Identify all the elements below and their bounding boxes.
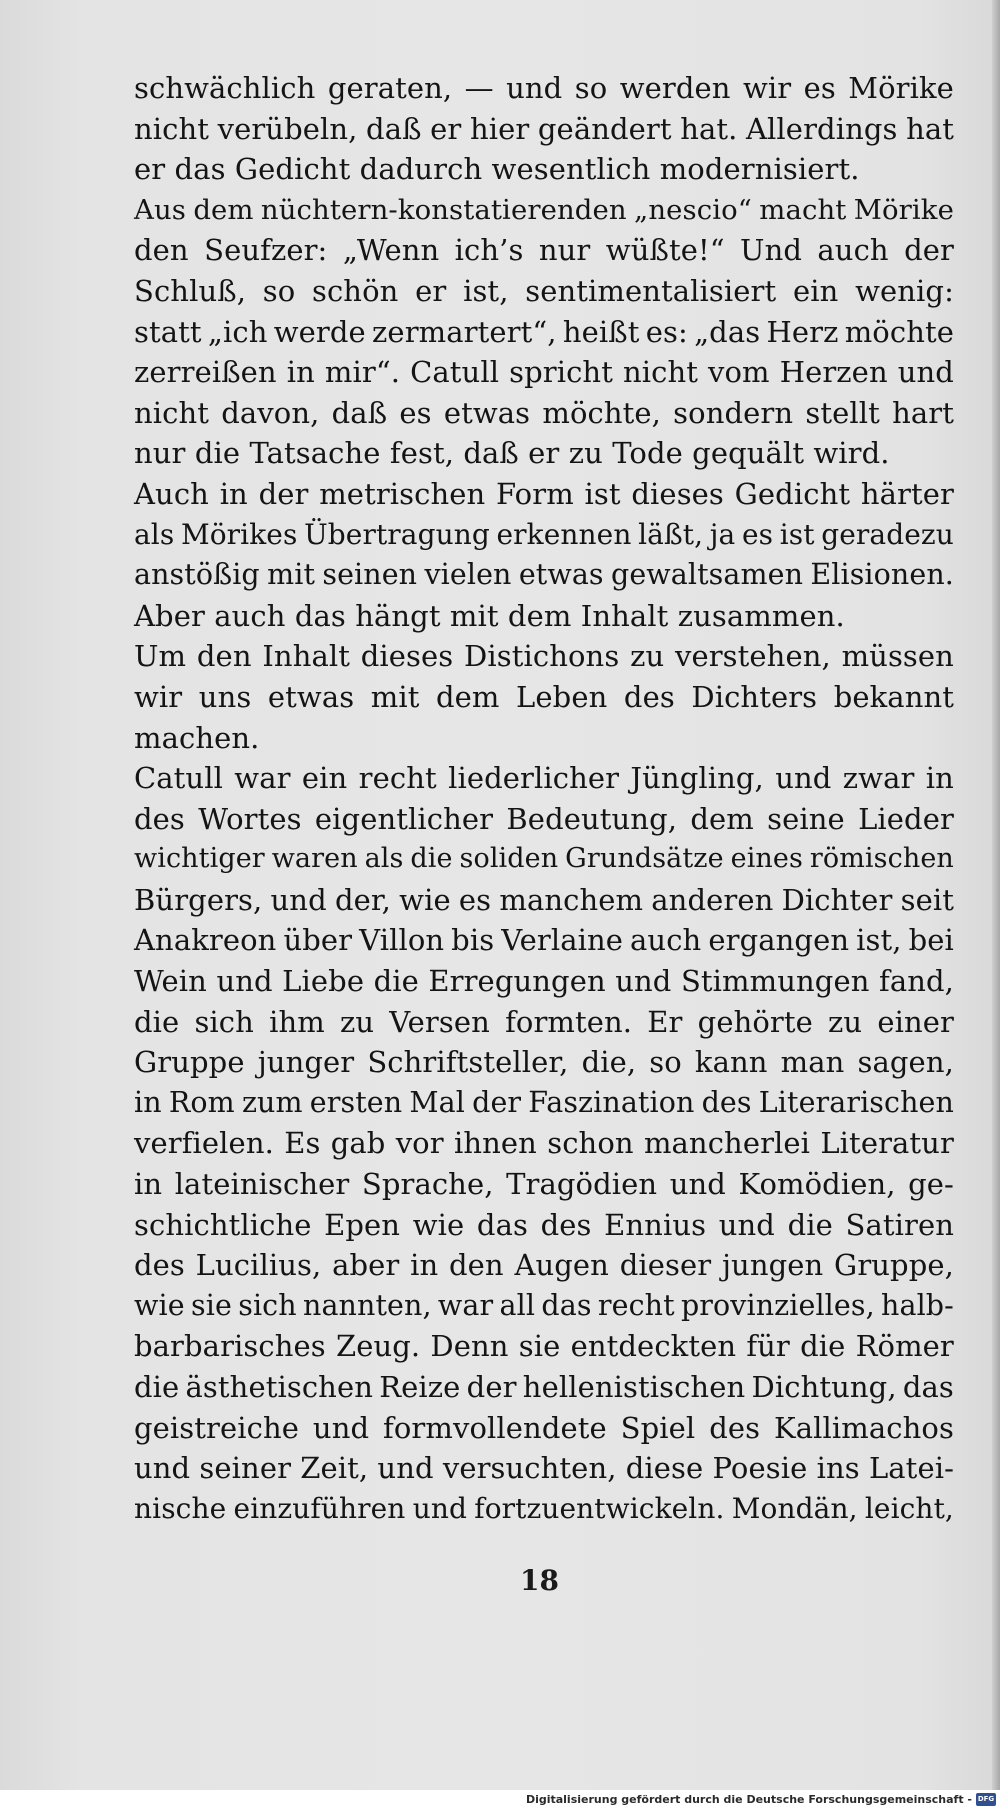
text-line: Bürgers, und der, wie es manchem anderen Dichter seit [134,882,954,917]
text-line: Catull war ein recht liederlicher Jüngling, und zwar in [134,761,954,796]
text-line: Auch in der metrischen Form ist dieses Gedicht härter [134,476,954,511]
digitization-footer [0,1790,1000,1808]
text-line: nur die Tatsache fest, daß er zu Tode gequält wird. [134,436,890,471]
text-line: schwächlich geraten, — und so werden wir es Mörike [134,71,954,105]
text-line: Gruppe junger Schriftsteller, die, so kann man sagen, [134,1045,954,1080]
text-line: verfielen. Es gab vor ihnen schon mancherlei Literatur [134,1126,954,1161]
text-line: des Wortes eigentlicher Bedeutung, dem seine Lieder [134,801,954,836]
text-line: Wein und Liebe die Erregungen und Stimmungen fand, [134,964,954,999]
funding-notice: Digitalisierung gefördert durch die Deutsche Forschungsgemeinschaft - [525,1793,972,1806]
text-line: Aber auch das hängt mit dem Inhalt zusammen. [134,598,845,633]
text-line: wichtiger waren als die soliden Grundsätze eines römischen [134,843,954,875]
text-line: in Rom zum ersten Mal der Faszination des Literarischen [134,1085,954,1119]
page-number: 18 [520,1564,559,1597]
text-line: nische einzuführen und fortzuentwickeln. Mondän, leicht, [134,1491,954,1525]
text-line: zerreißen in mir“. Catull spricht nicht vom Herzen und [134,355,954,390]
body-text [134,68,954,1529]
text-line: nicht davon, daß es etwas möchte, sondern stellt hart [134,395,954,430]
text-line: Schluß, so schön er ist, sentimentalisiert ein wenig: [134,273,954,308]
text-line: des Lucilius, aber in den Augen dieser jungen Gruppe, [134,1248,954,1283]
text-line: und seiner Zeit, und versuchten, diese Poesie ins Latei- [134,1451,954,1486]
text-line: in lateinischer Sprache, Tragödien und Komödien, ge- [134,1167,954,1202]
text-line: wir uns etwas mit dem Leben des Dichters bekannt [134,679,954,714]
text-line: den Seufzer: „Wenn ich’s nur wüßte!“ Und auch der [134,233,954,268]
text-line: er das Gedicht dadurch wesentlich modernisiert. [134,152,860,187]
text-line: die sich ihm zu Versen formten. Er gehörte zu einer [134,1004,954,1039]
text-line: Aus dem nüchtern-konstatierenden „nescio“ macht Mörike [134,193,954,226]
text-line: schichtliche Epen wie das des Ennius und die Satiren [134,1207,954,1242]
text-line: Um den Inhalt dieses Distichons zu verstehen, müssen [134,639,954,674]
text-line: statt „ich werde zermartert“, heißt es: „das Herz möchte [134,314,954,349]
text-line: anstößig mit seinen vielen etwas gewaltsamen Elisionen. [134,558,954,592]
text-line: geistreiche und formvollendete Spiel des Kallimachos [134,1410,954,1445]
text-line: barbarisches Zeug. Denn sie entdeckten für die Römer [134,1329,954,1364]
text-line: die ästhetischen Reize der hellenistischen Dichtung, das [134,1370,954,1404]
dfg-logo-icon: DFG [976,1793,996,1806]
text-line: als Mörikes Übertragung erkennen läßt, ja es ist geradezu [134,517,954,551]
text-line: Anakreon über Villon bis Verlaine auch ergangen ist, bei [134,923,954,958]
text-line: machen. [134,720,260,755]
page-edge-shadow [992,0,1000,1790]
text-line: wie sie sich nannten, war all das recht provinzielles, halb- [134,1288,954,1322]
text-line: nicht verübeln, daß er hier geändert hat. Allerdings hat [134,111,954,146]
